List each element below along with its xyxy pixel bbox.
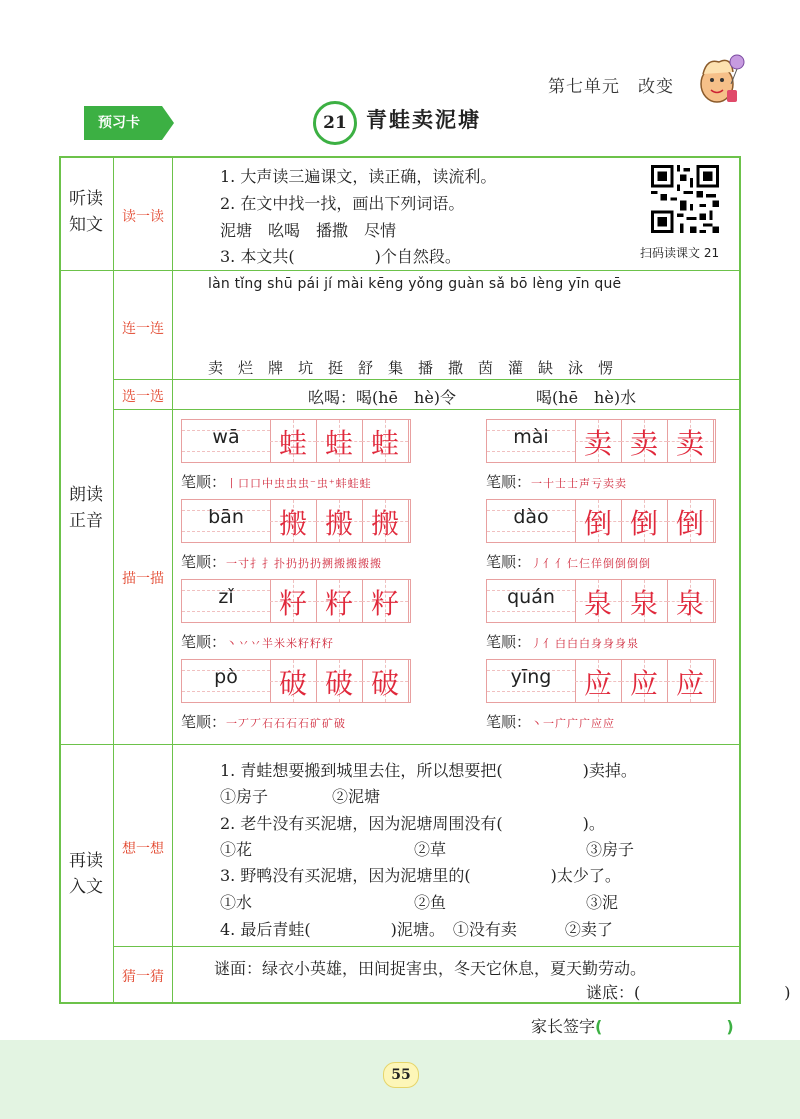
- choose-line[interactable]: 吆喝：喝(hē hè)令 喝(hē hè)水: [308, 388, 637, 407]
- sub-think: 想一想: [122, 841, 164, 857]
- trace-box[interactable]: [486, 419, 716, 463]
- think-q4[interactable]: 4. 最后青蛙( )泥塘。 ①没有卖 ②卖了: [220, 920, 613, 939]
- stroke-sequence: 丶丷丷半米米籽籽籽: [226, 637, 335, 650]
- read-line-1: 1. 大声读三遍课文，读正确，读流利。: [220, 167, 497, 186]
- stroke-sequence: 丿亻白白白身身身泉: [531, 637, 640, 650]
- trace-character: 破: [370, 667, 399, 700]
- trace-pinyin: quán: [507, 586, 555, 608]
- stroke-order: [181, 631, 334, 652]
- think-q1-options[interactable]: ①房子 ②泥塘: [220, 787, 381, 806]
- preview-card-label: 预习卡: [98, 115, 140, 131]
- stroke-order: [181, 471, 372, 492]
- trace-character: 倒: [583, 507, 612, 540]
- think-q3-option-3[interactable]: ③泥: [586, 893, 619, 912]
- trace-character: 应: [675, 667, 704, 700]
- think-q1[interactable]: 1. 青蛙想要搬到城里去住，所以想要把( )卖掉。: [220, 761, 637, 780]
- stroke-order-label: 笔顺：: [181, 713, 227, 731]
- stroke-order: [181, 711, 346, 732]
- stroke-order: [486, 631, 639, 652]
- riddle-text: 谜面：绿衣小英雄，田间捉害虫，冬天它休息，夏天勤劳动。: [214, 959, 647, 978]
- page-number: 55: [383, 1062, 419, 1088]
- stroke-sequence: 丶一广广广应应: [531, 717, 616, 730]
- think-q2-option-2[interactable]: ②草: [414, 840, 447, 859]
- trace-character: 泉: [629, 587, 658, 620]
- stroke-order-label: 笔顺：: [486, 633, 532, 651]
- stroke-order-label: 笔顺：: [181, 473, 227, 491]
- trace-box[interactable]: [181, 499, 411, 543]
- trace-box[interactable]: [181, 419, 411, 463]
- trace-character: 应: [583, 667, 612, 700]
- trace-character: 破: [278, 667, 307, 700]
- stroke-order: [181, 551, 382, 572]
- read-line-2: 2. 在文中找一找，画出下列词语。: [220, 194, 465, 213]
- riddle-answer[interactable]: 谜底：( ): [586, 983, 791, 1002]
- unit-title: 第七单元 改变: [548, 77, 674, 97]
- stroke-order-label: 笔顺：: [486, 473, 532, 491]
- stroke-order: [486, 551, 651, 572]
- stroke-order-label: 笔顺：: [486, 713, 532, 731]
- trace-box[interactable]: [486, 499, 716, 543]
- trace-box[interactable]: [486, 659, 716, 703]
- trace-pinyin: bān: [208, 506, 244, 528]
- lesson-number: 21: [313, 101, 357, 145]
- trace-character: 泉: [675, 587, 704, 620]
- divider: [113, 379, 741, 380]
- trace-pinyin: zǐ: [218, 586, 234, 608]
- trace-box[interactable]: [181, 659, 411, 703]
- divider: [113, 946, 741, 947]
- parent-signature[interactable]: 家长签字( ): [531, 1017, 734, 1036]
- trace-pinyin: wā: [212, 426, 240, 448]
- divider: [59, 744, 741, 745]
- section-reread-label: 再读 入文: [69, 851, 103, 897]
- trace-character: 搬: [278, 507, 307, 540]
- match-char-row: 卖 烂 牌 坑 挺 舒 集 播 撒 茵 灌 缺 泳 愣: [208, 359, 614, 377]
- trace-character: 搬: [370, 507, 399, 540]
- divider: [172, 156, 173, 1004]
- stroke-sequence: 丿亻亻仁仨佯倒倒倒倒: [531, 557, 652, 570]
- think-q3-option-1[interactable]: ①水: [220, 893, 253, 912]
- trace-character: 泉: [583, 587, 612, 620]
- read-words: 泥塘 吆喝 播撒 尽情: [220, 221, 397, 240]
- section-pronounce-label: 朗读 正音: [69, 485, 103, 531]
- sub-guess: 猜一猜: [122, 969, 164, 985]
- trace-character: 搬: [324, 507, 353, 540]
- stroke-sequence: 丨口口中虫虫虫⁻虫⁺蚌蛙蛙: [226, 477, 372, 490]
- trace-pinyin: pò: [214, 666, 238, 688]
- stroke-sequence: 一丆丆石石石石矿矿破: [226, 717, 347, 730]
- stroke-sequence: 一十士士声亏卖卖: [531, 477, 628, 490]
- read-line-3[interactable]: 3. 本文共( )个自然段。: [220, 247, 461, 266]
- sub-choose: 选一选: [122, 389, 164, 405]
- stroke-order: [486, 711, 615, 732]
- stroke-order-label: 笔顺：: [181, 553, 227, 571]
- mascot-illustration: [693, 50, 749, 108]
- stroke-order: [486, 471, 627, 492]
- section-listen-label: 听读 知文: [69, 189, 103, 235]
- think-q2-option-3[interactable]: ③房子: [586, 840, 635, 859]
- lesson-title: 青蛙卖泥塘: [366, 108, 481, 132]
- trace-character: 卖: [583, 427, 612, 460]
- think-q3[interactable]: 3. 野鸭没有买泥塘，因为泥塘里的( )太少了。: [220, 866, 621, 885]
- trace-character: 籽: [278, 587, 307, 620]
- sub-trace: 描一描: [122, 571, 164, 587]
- sub-read: 读一读: [122, 209, 164, 225]
- trace-character: 卖: [629, 427, 658, 460]
- trace-character: 蛙: [278, 427, 307, 460]
- trace-box[interactable]: [486, 579, 716, 623]
- think-q2-option-1[interactable]: ①花: [220, 840, 253, 859]
- think-q3-option-2[interactable]: ②鱼: [414, 893, 447, 912]
- trace-pinyin: dào: [513, 506, 549, 528]
- trace-character: 籽: [324, 587, 353, 620]
- trace-character: 籽: [370, 587, 399, 620]
- trace-character: 应: [629, 667, 658, 700]
- qr-caption: 扫码读课文 21: [640, 246, 720, 260]
- trace-character: 倒: [629, 507, 658, 540]
- trace-character: 倒: [675, 507, 704, 540]
- trace-pinyin: yīng: [510, 666, 552, 688]
- qr-code-icon[interactable]: [651, 165, 719, 233]
- divider: [59, 270, 741, 271]
- trace-character: 破: [324, 667, 353, 700]
- trace-pinyin: mài: [513, 426, 549, 448]
- divider: [113, 409, 741, 410]
- trace-character: 蛙: [370, 427, 399, 460]
- trace-box[interactable]: [181, 579, 411, 623]
- trace-character: 卖: [675, 427, 704, 460]
- stroke-order-label: 笔顺：: [486, 553, 532, 571]
- stroke-order-label: 笔顺：: [181, 633, 227, 651]
- trace-character: 蛙: [324, 427, 353, 460]
- sub-match: 连一连: [122, 321, 164, 337]
- stroke-sequence: 一寸扌扌扑扔扔扔搠搬搬搬搬: [226, 557, 383, 570]
- think-q2[interactable]: 2. 老牛没有买泥塘，因为泥塘周围没有( )。: [220, 814, 605, 833]
- match-pinyin-row: làn tǐng shū pái jí mài kēng yǒng guàn sǎ bō lèng yīn quē: [208, 276, 622, 292]
